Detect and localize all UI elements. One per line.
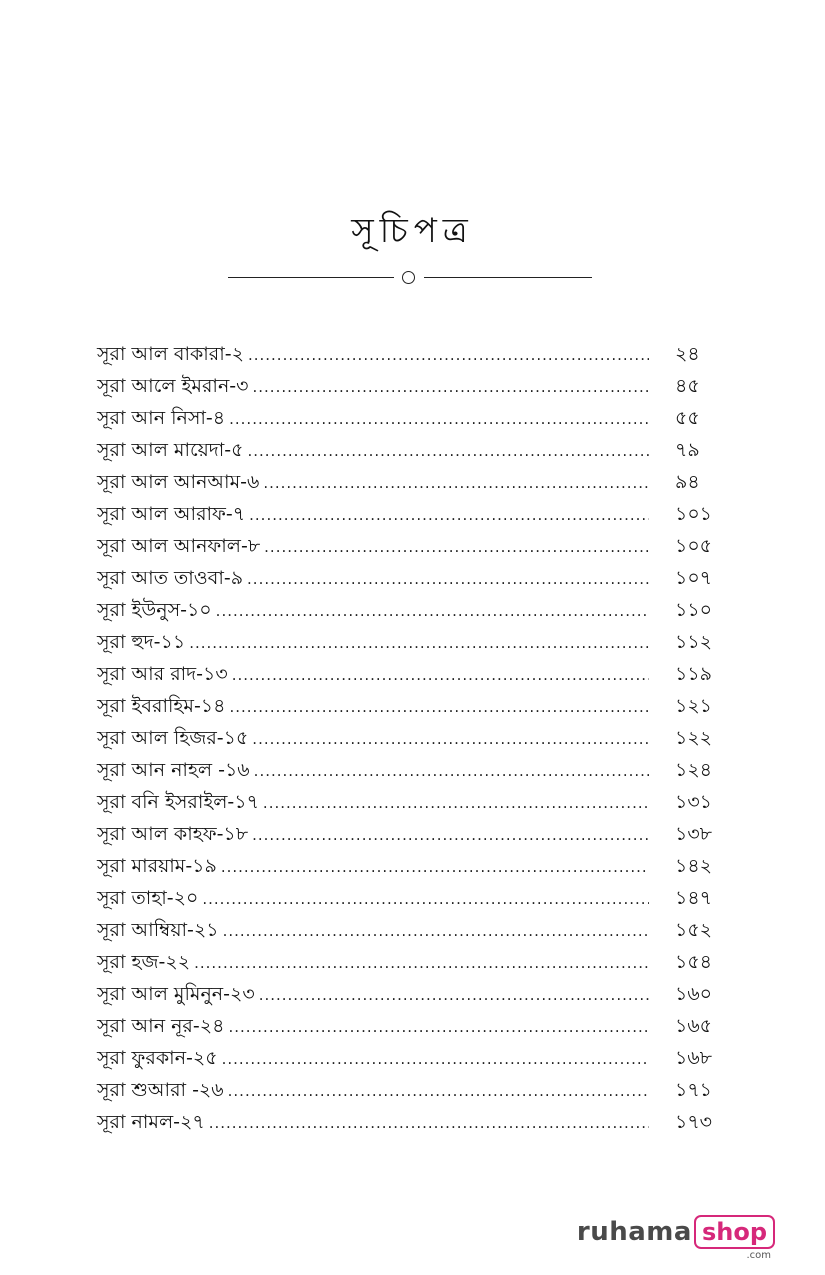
toc-entry-page: ১৭১	[675, 1079, 713, 1101]
toc-entry-page: ১৬৮	[675, 1047, 713, 1069]
toc-leader-dots	[232, 666, 649, 684]
toc-entry-title: সূরা আল কাহফ-১৮	[97, 823, 249, 845]
toc-entry	[97, 948, 737, 980]
toc-entry-page: ১৪৭	[675, 887, 713, 909]
toc-leader-dots	[248, 346, 649, 364]
toc-leader-dots	[229, 410, 649, 428]
toc-leader-dots	[254, 762, 649, 780]
toc-entry	[97, 916, 737, 948]
toc-entry-title: সূরা তাহা-২০	[97, 887, 199, 909]
toc-entry-page: ১৬৫	[675, 1015, 713, 1037]
toc-entry-page: ৪৫	[675, 375, 700, 397]
toc-entry-title: সূরা আন নিসা-৪	[97, 407, 226, 429]
toc-entry	[97, 1108, 737, 1140]
toc-leader-dots	[202, 890, 649, 908]
toc-entry	[97, 564, 737, 596]
toc-leader-dots	[189, 634, 649, 652]
toc-entry-page: ১১২	[675, 631, 713, 653]
toc-entry-title: সূরা আল বাকারা-২	[97, 343, 244, 365]
divider-circle-icon	[402, 271, 415, 284]
toc-entry	[97, 980, 737, 1012]
toc-entry-page: ১২২	[675, 727, 713, 749]
toc-leader-dots	[247, 442, 649, 460]
toc-entry-page: ১৪২	[675, 855, 713, 877]
logo-brand-text: ruhama	[576, 1217, 692, 1247]
toc-entry-page: ১৬০	[675, 983, 713, 1005]
watermark-logo	[576, 1212, 775, 1261]
toc-leader-dots	[229, 698, 649, 716]
toc-entry	[97, 404, 737, 436]
toc-leader-dots	[222, 1050, 649, 1068]
toc-entry-page: ১০১	[675, 503, 713, 525]
toc-entry-title: সূরা আম্বিয়া-২১	[97, 919, 219, 941]
toc-entry-page: ১২৪	[675, 759, 713, 781]
toc-leader-dots	[252, 826, 649, 844]
toc-leader-dots	[228, 1018, 649, 1036]
toc-entry-title: সূরা বনি ইসরাইল-১৭	[97, 791, 259, 813]
toc-entry	[97, 884, 737, 916]
toc-leader-dots	[263, 474, 649, 492]
logo-shop-text: shop	[694, 1215, 775, 1249]
toc-entry	[97, 724, 737, 756]
toc-leader-dots	[263, 794, 649, 812]
toc-entry	[97, 756, 737, 788]
toc-entry	[97, 340, 737, 372]
toc-entry	[97, 1044, 737, 1076]
toc-entry-title: সূরা ইউনুস-১০	[97, 599, 212, 621]
toc-entry	[97, 372, 737, 404]
toc-leader-dots	[216, 602, 649, 620]
toc-leader-dots	[209, 1114, 649, 1132]
title-divider	[228, 270, 592, 286]
toc-entry-title: সূরা আল মায়েদা-৫	[97, 439, 244, 461]
toc-entry	[97, 692, 737, 724]
logo-domain-text: .com	[746, 1250, 771, 1261]
divider-line-right	[424, 277, 592, 278]
toc-entry-title: সূরা আল মুমিনুন-২৩	[97, 983, 255, 1005]
toc-entry-title: সূরা আন নূর-২৪	[97, 1015, 225, 1037]
toc-entry-title: সূরা আল আরাফ-৭	[97, 503, 246, 525]
toc-entry-title: সূরা আলে ইমরান-৩	[97, 375, 249, 397]
toc-leader-dots	[249, 506, 649, 524]
toc-leader-dots	[194, 954, 649, 972]
toc-entry-page: ১৩১	[675, 791, 713, 813]
toc-leader-dots	[264, 538, 649, 556]
page-title: সূচিপত্র	[351, 211, 474, 251]
toc-leader-dots	[259, 986, 649, 1004]
toc-entry-title: সূরা আল আনফাল-৮	[97, 535, 261, 557]
toc-entry	[97, 820, 737, 852]
toc-entry-page: ১১০	[675, 599, 713, 621]
toc-entry	[97, 500, 737, 532]
table-of-contents	[97, 340, 737, 1140]
divider-line-left	[228, 277, 394, 278]
toc-entry-page: ৫৫	[675, 407, 700, 429]
toc-entry	[97, 788, 737, 820]
toc-leader-dots	[252, 730, 649, 748]
toc-entry	[97, 660, 737, 692]
toc-entry-page: ১৩৮	[675, 823, 713, 845]
toc-entry-page: ৯৪	[675, 471, 700, 493]
toc-entry-title: সূরা আর রাদ-১৩	[97, 663, 228, 685]
toc-entry-title: সূরা ফুরকান-২৫	[97, 1047, 218, 1069]
toc-entry-title: সূরা আন নাহল -১৬	[97, 759, 250, 781]
toc-leader-dots	[247, 570, 649, 588]
toc-entry	[97, 596, 737, 628]
toc-entry-title: সূরা ইবরাহিম-১৪	[97, 695, 226, 717]
toc-entry-title: সূরা শুআরা -২৬	[97, 1079, 224, 1101]
toc-entry	[97, 1076, 737, 1108]
toc-entry-page: ১১৯	[675, 663, 712, 685]
toc-entry-page: ১৭৩	[675, 1111, 713, 1133]
toc-entry-page: ১৫২	[675, 919, 713, 941]
toc-entry	[97, 436, 737, 468]
toc-entry-title: সূরা আল আনআম-৬	[97, 471, 260, 493]
toc-entry-title: সূরা নামল-২৭	[97, 1111, 205, 1133]
toc-entry-title: সূরা হুদ-১১	[97, 631, 186, 653]
toc-entry-title: সূরা মারয়াম-১৯	[97, 855, 217, 877]
toc-entry	[97, 852, 737, 884]
toc-leader-dots	[223, 922, 649, 940]
toc-leader-dots	[228, 1082, 649, 1100]
toc-entry-title: সূরা আত তাওবা-৯	[97, 567, 244, 589]
toc-entry-page: ১০৫	[675, 535, 713, 557]
toc-entry-page: ১০৭	[675, 567, 713, 589]
toc-entry	[97, 1012, 737, 1044]
logo-shop-badge	[694, 1215, 775, 1261]
toc-entry	[97, 468, 737, 500]
toc-entry	[97, 628, 737, 660]
toc-entry-page: ১২১	[675, 695, 713, 717]
toc-leader-dots	[221, 858, 649, 876]
toc-entry-title: সূরা আল হিজর-১৫	[97, 727, 249, 749]
toc-entry-page: ২৪	[675, 343, 700, 365]
toc-entry-title: সূরা হজ-২২	[97, 951, 191, 973]
toc-entry	[97, 532, 737, 564]
toc-entry-page: ১৫৪	[675, 951, 712, 973]
toc-leader-dots	[253, 378, 650, 396]
toc-entry-page: ৭৯	[675, 439, 700, 461]
